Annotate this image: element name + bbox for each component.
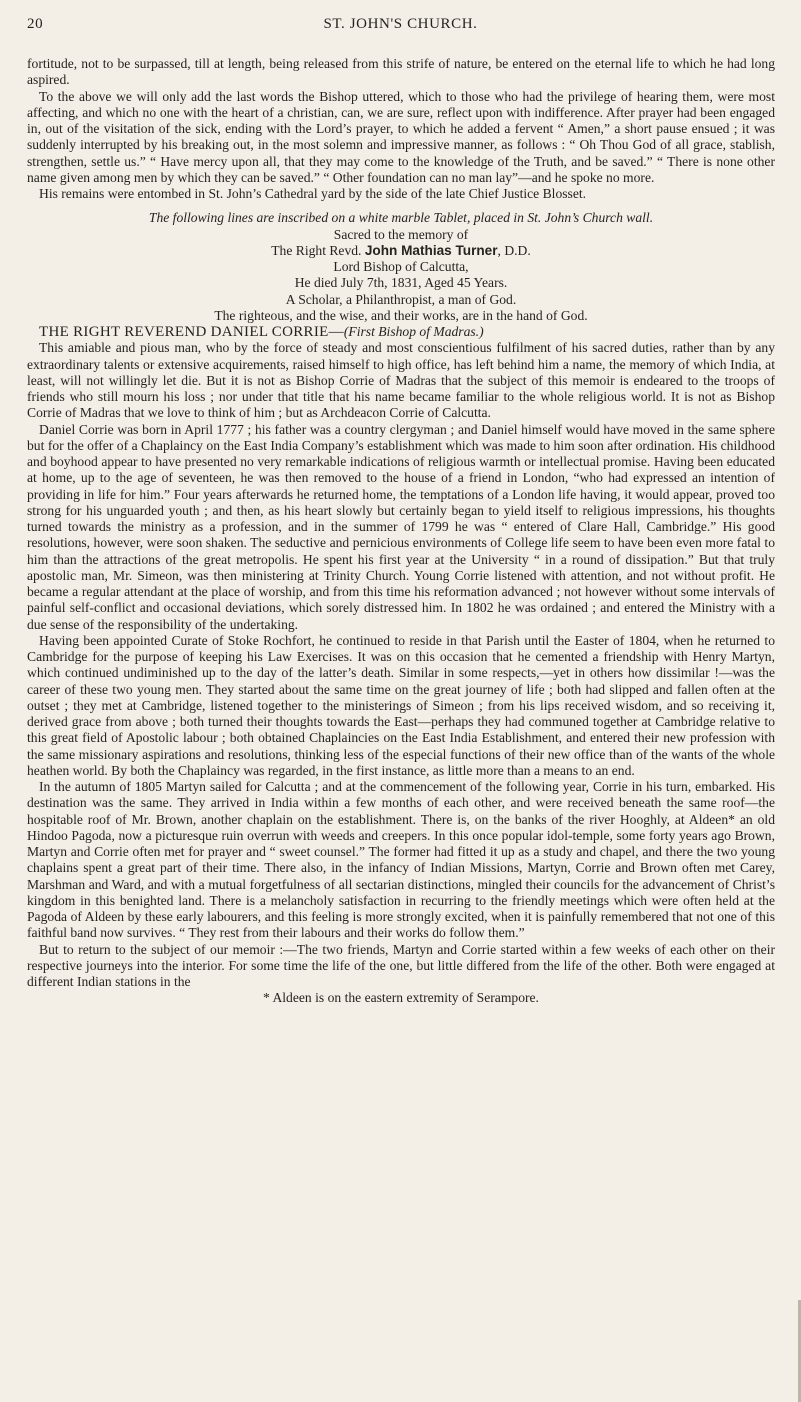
page-number: 20 [27, 16, 44, 32]
bishop-name: John Mathias Turner [364, 242, 498, 258]
inscription-line: Sacred to the memory of [333, 226, 469, 242]
paragraph: His remains were entombed in St. John’s Cathedral yard by the side of the late Chief Justice Blosset. [39, 186, 587, 201]
page-header [0, 16, 801, 40]
section-heading [27, 324, 775, 340]
inscription-line-bishop [27, 243, 775, 259]
inscription-suffix: , D.D. [497, 242, 531, 258]
inscription-line: A Scholar, a Philanthropist, a man of God. [285, 291, 517, 307]
running-head: ST. JOHN'S CHURCH. [323, 16, 478, 32]
tablet-inscription [27, 210, 775, 324]
section-heading-name: THE RIGHT REVEREND DANIEL CORRIE— [39, 324, 344, 340]
footnote: * Aldeen is on the eastern extremity of Serampore. [263, 990, 539, 1006]
body-text [27, 56, 775, 1007]
inscription-line: He died July 7th, 1831, Aged 45 Years. [294, 275, 508, 291]
paragraph: This amiable and pious man, who by the force of steady and most conscientious fulfilment of his sacred duties, rather than by any extraordinary talents or extensive acquirements, raised himself to high office, has left behind him a name, the memory of which India, at least, will not willingly let die. But it is not as Bishop Corrie of Madras that the subject of this memoir is endeared to the troops of friends who still mourn his loss ; nor under that title that his name became familiar to the whole religious world. It is not as Bishop Corrie of Madras that we love to think of him ; but as Archdeacon Corrie of Calcutta. [27, 340, 775, 421]
paragraph: But to return to the subject of our memoir :—The two friends, Martyn and Corrie started within a few weeks of each other on their respective journeys into the interior. For some time the life of the one, but little differed from the life of the other. Both were engaged at different Indian stations in the [27, 941, 775, 989]
paragraph: Daniel Corrie was born in April 1777 ; his father was a country clergyman ; and Daniel himself would have moved in the same sphere but for the offer of a Chaplaincy on the East India Company’s establishment which was made to him soon after ordination. His childhood and boyhood appear to have presented no very remarkable indications of religious warmth or intellectual promise. Having been educated at home, up to the age of seventeen, he was then removed to the house of a friend in London, “who had expressed an intention of providing in life for him.” Four years afterwards he returned home, the temptations of a London life having, it would appear, proved too strong for his unguarded youth ; and then, as his heart slowly but certainly began to yield itself to religious impressions, his thoughts turned towards the ministry as a profession, and in the summer of 1799 he was “ entered of Clare Hall, Cambridge.” His good resolutions, however, were soon shaken. The seductive and pernicious environments of College life seem to have been even more fatal to him than the attractions of the great metropolis. He spent his first year at the University “ in a round of dissipation.” But that truly apostolic man, Mr. Simeon, was then ministering at Trinity Church. Young Corrie listened with attention, and not without profit. He became a regular attendant at the place of worship, and from this time his reformation advanced ; not however without some intervals of painful self-conflict and occasional deviations, which sorely distressed him. In 1802 he was ordained ; and entered the Ministry with a due sense of the responsibility of the undertaking. [27, 421, 775, 632]
inscription-line: The righteous, and the wise, and their works, are in the hand of God. [214, 307, 588, 323]
paragraph: Having been appointed Curate of Stoke Rochfort, he continued to reside in that Parish until the Easter of 1804, when he returned to Cambridge for the purpose of keeping his Law Exercises. It was on this occasion that he cemented a friendship with Henry Martyn, which continued undiminished up to the day of the latter’s death. Similar in some respects,—yet in others how dissimilar !—was the career of these two young men. They started about the same time on the great journey of life ; both had slipped and fallen often at the outset ; they met at Cambridge, listened together to the ministerings of Simeon ; from his lips received wisdom, and so receiving it, derived grace from above ; both turned their thoughts towards the East—perhaps they had communed together at Cambridge relative to this great field of Apostolic labour ; both obtained Chaplaincies on the East India Establishment, and entered their new profession with the same missionary aspirations and resolutions, thinking less of the especial functions of their new office than of the wants of the whole heathen world. By both the Chaplaincy was regarded, in the first instance, as little more than a means to an end. [27, 632, 775, 778]
paragraph: In the autumn of 1805 Martyn sailed for Calcutta ; and at the commencement of the following year, Corrie in his turn, embarked. His destination was the same. They arrived in India within a few months of each other, and were received beneath the same roof—the hospitable roof of Mr. Brown, another chaplain on the establishment. There is, on the banks of the river Hooghly, at Aldeen* an old Hindoo Pagoda, now a picturesque ruin overrun with weeds and creepers. In this once popular idol-temple, some forty years ago Brown, Martyn and Corrie often met for prayer and “ sweet counsel.” The former had fitted it up as a study and chapel, and there the two young chaplains spent a great part of their time. There also, in the infancy of Indian Missions, Martyn, Corrie and Brown often met Carey, Marshman and Ward, and with a mutual forgetfulness of all sectarian distinctions, mingled their councils for the advancement of Christ’s kingdom in this benighted land. There is a melancholy satisfaction in recurring to the friendly meetings which were often held at the Pagoda of Aldeen by these early labourers, and this feeling is more strongly excited, when it is painfully remembered that not one of this faithful band now survives. “ They rest from their labours and their works do follow them.” [27, 779, 775, 941]
section-heading-title: (First Bishop of Madras.) [343, 324, 484, 339]
paragraph: To the above we will only add the last words the Bishop uttered, which to those who had the privilege of hearing them, were most affecting, and which no one with the heart of a christian, can, we are sure, reflect upon with indifference. After prayer had been engaged in, out of the visitation of the sick, ending with the Lord’s prayer, to which he added a fervent “ Amen,” a short pause ensued ; it was suddenly interrupted by his breaking out, in the most solemn and impressive manner, as follows : “ Oh Thou God of all grace, stablish, strengthen, settle us.” “ Have mercy upon all, that they may come to the knowledge of the Truth, and be saved.” “ There is none other name given among men by which they can be saved.” “ Other foundation can no man lay”—and he spoke no more. [27, 88, 775, 185]
paragraph: fortitude, not to be surpassed, till at length, being released from this strife of nature, be entered on the eternal life to which he had long aspired. [27, 56, 775, 88]
inscription-prefix: The Right Revd. [271, 242, 365, 258]
inscription-intro: The following lines are inscribed on a white marble Tablet, placed in St. John’s Church wall. [148, 210, 654, 226]
inscription-line: Lord Bishop of Calcutta, [333, 259, 469, 274]
